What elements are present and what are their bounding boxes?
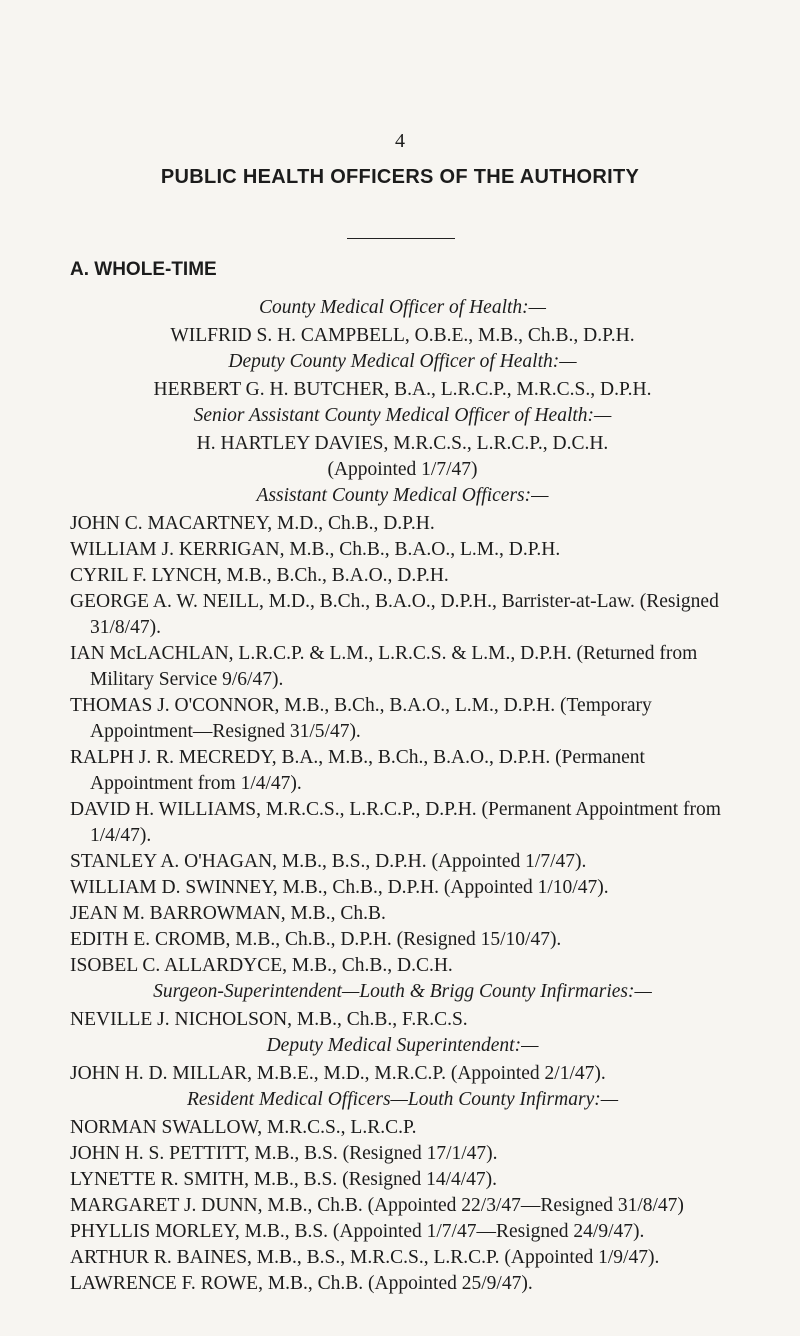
officer-group: [70, 979, 735, 1033]
officer-entry: CYRIL F. LYNCH, M.B., B.Ch., B.A.O., D.P.H.: [70, 565, 449, 586]
role-heading: Deputy County Medical Officer of Health:—: [228, 351, 577, 372]
page-title: PUBLIC HEALTH OFFICERS OF THE AUTHORITY: [160, 166, 640, 188]
officer-entry: WILFRID S. H. CAMPBELL, O.B.E., M.B., Ch.B., D.P.H.: [170, 325, 635, 346]
role-heading: Deputy Medical Superintendent:—: [266, 1035, 539, 1056]
officer-entry: ISOBEL C. ALLARDYCE, M.B., Ch.B., D.C.H.: [70, 955, 453, 976]
page-number: 4: [395, 130, 405, 152]
role-heading: Surgeon-Superintendent—Louth & Brigg County Infirmaries:—: [153, 981, 652, 1002]
officer-group: [70, 295, 735, 349]
role-heading: Senior Assistant County Medical Officer of Health:—: [193, 405, 612, 426]
officer-entry: RALPH J. R. MECREDY, B.A., M.B., B.Ch., B.A.O., D.P.H. (Permanent Appointment from 1/4/47).: [70, 747, 645, 794]
officers-list: [70, 295, 735, 1297]
officer-entry: JOHN H. S. PETTITT, M.B., B.S. (Resigned 17/1/47).: [70, 1143, 498, 1164]
officer-entry: ARTHUR R. BAINES, M.B., B.S., M.R.C.S., L.R.C.P. (Appointed 1/9/47).: [70, 1247, 660, 1268]
officer-entry: NORMAN SWALLOW, M.R.C.S., L.R.C.P.: [70, 1117, 417, 1138]
officer-group: [70, 349, 735, 403]
officer-entry: LYNETTE R. SMITH, M.B., B.S. (Resigned 14/4/47).: [70, 1169, 498, 1190]
officer-entry: WILLIAM D. SWINNEY, M.B., Ch.B., D.P.H. (Appointed 1/10/47).: [70, 877, 609, 898]
officer-entry: STANLEY A. O'HAGAN, M.B., B.S., D.P.H. (Appointed 1/7/47).: [70, 851, 587, 872]
officer-group: [70, 483, 735, 979]
role-heading: Resident Medical Officers—Louth County Infirmary:—: [186, 1089, 619, 1110]
role-heading: County Medical Officer of Health:—: [258, 297, 547, 318]
officer-entry: HERBERT G. H. BUTCHER, B.A., L.R.C.P., M.R.C.S., D.P.H.: [153, 379, 652, 400]
officer-group: [70, 1087, 735, 1297]
title-divider: [347, 238, 455, 239]
officer-group: [70, 1033, 735, 1087]
officer-entry: THOMAS J. O'CONNOR, M.B., B.Ch., B.A.O., L.M., D.P.H. (Temporary Appointment—Resigned 31/5/47).: [70, 695, 652, 742]
officer-entry: PHYLLIS MORLEY, M.B., B.S. (Appointed 1/7/47—Resigned 24/9/47).: [70, 1221, 645, 1242]
officer-entry: JEAN M. BARROWMAN, M.B., Ch.B.: [70, 903, 386, 924]
officer-entry: GEORGE A. W. NEILL, M.D., B.Ch., B.A.O., D.P.H., Barrister-at-Law. (Resigned 31/8/47).: [70, 591, 719, 638]
officer-entry: LAWRENCE F. ROWE, M.B., Ch.B. (Appointed 25/9/47).: [70, 1273, 533, 1294]
officer-entry: EDITH E. CROMB, M.B., Ch.B., D.P.H. (Resigned 15/10/47).: [70, 929, 562, 950]
section-heading: A. WHOLE-TIME: [70, 259, 217, 280]
officer-entry: H. HARTLEY DAVIES, M.R.C.S., L.R.C.P., D.C.H.: [196, 433, 609, 454]
role-heading: Assistant County Medical Officers:—: [256, 485, 549, 506]
officer-entry: WILLIAM J. KERRIGAN, M.B., Ch.B., B.A.O., L.M., D.P.H.: [70, 539, 561, 560]
officer-entry: DAVID H. WILLIAMS, M.R.C.S., L.R.C.P., D.P.H. (Permanent Appointment from 1/4/47).: [70, 799, 721, 846]
officer-entry: IAN McLACHLAN, L.R.C.P. & L.M., L.R.C.S. & L.M., D.P.H. (Returned from Military Service 9/6/47).: [70, 643, 698, 690]
officer-entry: (Appointed 1/7/47): [327, 459, 478, 480]
officer-entry: JOHN C. MACARTNEY, M.D., Ch.B., D.P.H.: [70, 513, 435, 534]
officer-group: [70, 403, 735, 483]
officer-entry: NEVILLE J. NICHOLSON, M.B., Ch.B., F.R.C.S.: [70, 1009, 468, 1030]
officer-entry: JOHN H. D. MILLAR, M.B.E., M.D., M.R.C.P. (Appointed 2/1/47).: [70, 1063, 606, 1084]
officer-entry: MARGARET J. DUNN, M.B., Ch.B. (Appointed 22/3/47—Resigned 31/8/47): [70, 1195, 684, 1216]
